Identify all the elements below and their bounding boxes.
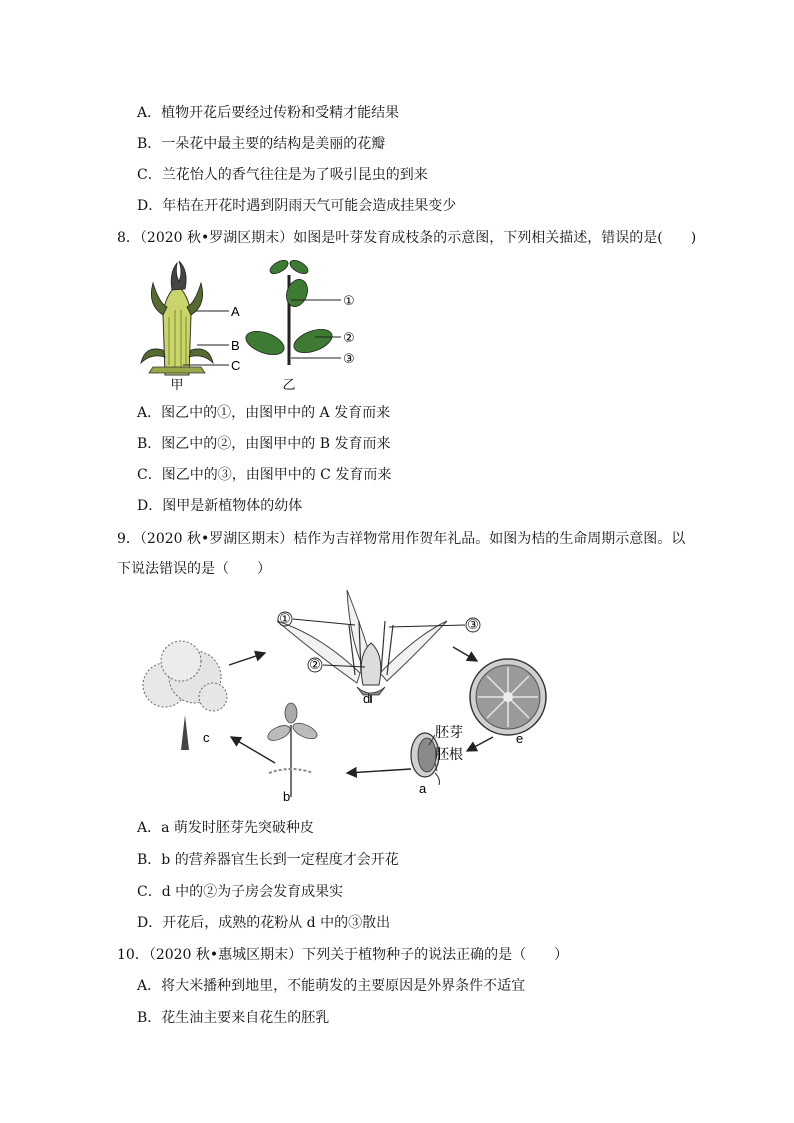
- q9-option-a: A．a 萌发时胚芽先突破种皮: [137, 820, 314, 836]
- q9-option-b: B．b 的营养器官生长到一定程度才会开花: [137, 852, 399, 868]
- branch-label-1: ①: [343, 293, 355, 308]
- q9-stem-line1: 9．（2020 秋•罗湖区期末）桔作为吉祥物常用作贺年礼品。如图为桔的生命周期示意图。以: [117, 531, 686, 547]
- flower-section-illustration: [277, 590, 465, 703]
- seedling-illustration: [266, 703, 320, 797]
- flower-label-3: ③: [467, 617, 479, 632]
- q10-option-a: A．将大米播种到地里，不能萌发的主要原因是外界条件不适宜: [137, 978, 526, 994]
- q8-figure: [135, 255, 365, 395]
- bud-label-b: B: [231, 338, 240, 353]
- arrow-tree-to-flower: [229, 653, 265, 665]
- q8-option-a: A．图乙中的①，由图甲中的 A 发育而来: [137, 405, 391, 421]
- label-e: e: [516, 731, 524, 746]
- bud-label-a: A: [231, 304, 240, 319]
- q7-option-d: D．年桔在开花时遇到阴雨天气可能会造成挂果变少: [137, 198, 457, 214]
- q7-option-a: A．植物开花后要经过传粉和受精才能结果: [137, 105, 400, 121]
- q9-option-d: D．开花后，成熟的花粉从 d 中的③散出: [137, 915, 391, 931]
- q9-stem-line2: 下说法错误的是（ ）: [117, 561, 271, 577]
- q9-option-c: C．d 中的②为子房会发育成果实: [137, 884, 344, 900]
- label-a: a: [419, 781, 427, 796]
- q8-option-d: D．图甲是新植物体的幼体: [137, 498, 303, 514]
- arrow-seedling-to-tree: [231, 737, 275, 763]
- bud-section-illustration: [141, 261, 229, 375]
- q8-option-c: C．图乙中的③，由图甲中的 C 发育而来: [137, 467, 392, 483]
- label-d: d: [363, 691, 371, 706]
- arrow-flower-to-fruit: [453, 647, 477, 661]
- tree-illustration: [143, 641, 227, 750]
- q7-option-c: C．兰花怡人的香气往往是为了吸引昆虫的到来: [137, 167, 428, 183]
- branch-illustration: [243, 258, 341, 365]
- bud-caption: 甲: [170, 377, 184, 392]
- flower-label-1: ①: [279, 611, 291, 626]
- q8-option-b: B．图乙中的②，由图甲中的 B 发育而来: [137, 436, 391, 452]
- branch-caption: 乙: [282, 377, 296, 392]
- q10-option-b: B．花生油主要来自花生的胚乳: [137, 1010, 330, 1026]
- q8-stem: 8．（2020 秋•罗湖区期末）如图是叶芽发育成枝条的示意图，下列相关描述，错误的是( ): [117, 230, 697, 246]
- branch-label-3: ③: [343, 351, 355, 366]
- fruit-section-illustration: [470, 659, 546, 735]
- q7-option-b: B．一朵花中最主要的结构是美丽的花瓣: [137, 136, 386, 152]
- bud-label-c: C: [231, 358, 241, 373]
- seed-label-plumule: 胚芽: [435, 725, 463, 741]
- seed-label-radicle: 胚根: [435, 747, 463, 763]
- branch-label-2: ②: [343, 330, 355, 345]
- flower-label-2: ②: [309, 657, 321, 672]
- arrow-seed-to-seedling: [347, 769, 411, 773]
- q9-life-cycle-figure: [135, 585, 565, 805]
- q10-stem: 10．（2020 秋•惠城区期末）下列关于植物种子的说法正确的是（ ）: [117, 947, 569, 963]
- arrow-fruit-to-seed: [467, 737, 493, 751]
- label-c: c: [203, 730, 210, 745]
- label-b: b: [283, 789, 291, 804]
